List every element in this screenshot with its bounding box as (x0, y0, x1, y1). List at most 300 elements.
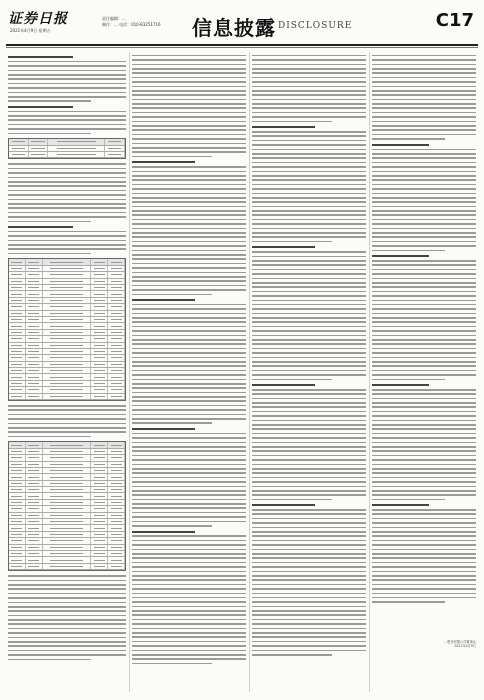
text-line (252, 166, 366, 168)
text-line (252, 393, 366, 395)
text-line (372, 219, 476, 221)
section-heading (372, 144, 429, 146)
text-line (8, 645, 126, 647)
text-line (132, 650, 246, 652)
text-line (132, 294, 212, 296)
text-line (252, 601, 366, 603)
text-line (132, 258, 246, 260)
text-line (372, 335, 476, 337)
text-line (8, 119, 126, 121)
text-line (252, 606, 366, 608)
text-line (252, 424, 366, 426)
text-line (372, 55, 476, 57)
text-line (372, 588, 476, 590)
text-line (372, 339, 476, 341)
text-line (372, 125, 476, 127)
text-line (132, 442, 246, 444)
table-cell (91, 500, 108, 505)
text-line (132, 116, 246, 118)
table-cell (43, 449, 92, 454)
text-line (252, 352, 366, 354)
text-line (132, 348, 246, 350)
text-line (252, 575, 366, 577)
text-line (372, 166, 476, 168)
table-cell (91, 304, 108, 309)
text-line (252, 584, 366, 586)
table-cell (91, 551, 108, 556)
table-cell (43, 266, 92, 271)
text-line (252, 264, 366, 266)
text-line (252, 64, 366, 66)
text-line (252, 343, 366, 345)
text-line (252, 348, 366, 350)
text-line (132, 512, 246, 514)
text-line (372, 566, 476, 568)
text-line (252, 286, 366, 288)
table-cell (43, 311, 92, 316)
text-line (372, 442, 476, 444)
text-line (8, 597, 126, 599)
text-line (8, 650, 126, 652)
table-cell (29, 152, 49, 157)
text-line (252, 304, 366, 306)
text-line (372, 107, 476, 109)
table-cell (43, 394, 92, 399)
table-cell (91, 374, 108, 379)
text-line (8, 124, 126, 126)
table-cell (26, 330, 43, 335)
text-line (252, 214, 366, 216)
text-line (8, 623, 126, 625)
text-line (132, 112, 246, 114)
text-line (132, 103, 246, 105)
text-line (252, 282, 366, 284)
table-cell (26, 500, 43, 505)
table-cell (91, 362, 108, 367)
table-cell (9, 381, 26, 386)
text-line (132, 129, 246, 131)
table-cell (26, 551, 43, 556)
text-line (372, 365, 476, 367)
table-cell (91, 291, 108, 296)
text-line (132, 219, 246, 221)
text-line (372, 513, 476, 515)
table-cell (9, 538, 26, 543)
table-cell (43, 462, 92, 467)
text-line (372, 450, 476, 452)
text-line (372, 433, 476, 435)
text-line (252, 153, 366, 155)
table-cell (108, 449, 125, 454)
table-cell (9, 343, 26, 348)
text-line (132, 228, 246, 230)
text-line (8, 619, 126, 621)
text-line (252, 628, 366, 630)
text-line (132, 374, 246, 376)
table-cell (9, 285, 26, 290)
table-cell (9, 468, 26, 473)
text-line (132, 179, 246, 181)
text-line (372, 112, 476, 114)
table-cell (91, 272, 108, 277)
text-line (252, 623, 366, 625)
section-heading (252, 246, 315, 248)
text-line (132, 72, 246, 74)
text-line (8, 207, 126, 209)
text-line (132, 468, 246, 470)
table-cell (43, 291, 92, 296)
text-line (372, 81, 476, 83)
text-line (372, 361, 476, 363)
table-cell (108, 387, 125, 392)
table-cell (108, 551, 125, 556)
text-line (8, 181, 126, 183)
text-line (132, 272, 246, 274)
text-line (132, 370, 246, 372)
text-line (132, 418, 246, 420)
table-cell (91, 330, 108, 335)
text-line (132, 553, 246, 555)
table-cell (26, 538, 43, 543)
text-line (132, 175, 246, 177)
text-line (8, 172, 126, 174)
text-line (132, 606, 246, 608)
text-line (252, 72, 366, 74)
text-line (252, 619, 366, 621)
text-line (372, 236, 476, 238)
table-cell (43, 455, 92, 460)
table-cell (43, 323, 92, 328)
text-line (132, 99, 246, 101)
text-line (252, 636, 366, 638)
table-cell (108, 343, 125, 348)
text-line (132, 361, 246, 363)
text-line (132, 490, 246, 492)
text-line (132, 107, 246, 109)
section-heading (132, 299, 195, 301)
table-cell (108, 462, 125, 467)
text-line (132, 166, 246, 168)
table-cell (108, 317, 125, 322)
text-line (252, 654, 332, 656)
table-cell (91, 462, 108, 467)
table-cell (91, 545, 108, 550)
table-cell (43, 468, 92, 473)
text-line (8, 212, 126, 214)
table-cell (108, 394, 125, 399)
text-line (8, 637, 126, 639)
newspaper-logo: 证券日报 (8, 11, 68, 27)
text-line (252, 197, 366, 199)
table-cell (43, 474, 92, 479)
text-line (132, 210, 246, 212)
table-cell (26, 442, 43, 447)
section-heading (8, 106, 73, 108)
editor-line: 责任编辑：... (102, 16, 126, 21)
text-line (8, 115, 126, 117)
table-cell (108, 519, 125, 524)
table-cell (108, 285, 125, 290)
table-cell (108, 474, 125, 479)
text-line (372, 264, 476, 266)
text-line (132, 516, 246, 518)
text-line (372, 374, 476, 376)
text-line (132, 628, 246, 630)
text-line (372, 308, 476, 310)
text-line (372, 94, 476, 96)
text-line (372, 486, 476, 488)
table-cell (108, 525, 125, 530)
text-line (252, 260, 366, 262)
text-line (132, 250, 246, 252)
text-line (252, 437, 366, 439)
text-line (132, 387, 246, 389)
text-line (132, 601, 246, 603)
text-line (252, 645, 366, 647)
text-line (372, 459, 476, 461)
text-line (132, 503, 246, 505)
text-line (132, 121, 246, 123)
text-line (252, 566, 366, 568)
text-line (132, 619, 246, 621)
text-line (372, 481, 476, 483)
table-cell (43, 374, 92, 379)
text-line (132, 525, 212, 527)
table-cell (9, 564, 26, 569)
table-cell (43, 519, 92, 524)
text-line (252, 68, 366, 70)
text-line (372, 593, 476, 595)
table-cell (91, 487, 108, 492)
table-cell (9, 513, 26, 518)
text-line (132, 280, 246, 282)
table-cell (91, 557, 108, 562)
text-line (372, 428, 476, 430)
text-line (132, 557, 246, 559)
section-heading (252, 384, 315, 386)
table-cell (26, 545, 43, 550)
text-line (132, 641, 246, 643)
text-line (252, 490, 366, 492)
text-line (252, 59, 366, 61)
table-cell (43, 349, 92, 354)
text-line (372, 59, 476, 61)
text-line (372, 162, 476, 164)
text-line (372, 518, 476, 520)
text-line (132, 267, 246, 269)
text-line (372, 206, 476, 208)
table-cell (43, 487, 92, 492)
text-line (372, 300, 476, 302)
table-cell (108, 330, 125, 335)
table-cell (9, 330, 26, 335)
table-cell (91, 279, 108, 284)
text-line (8, 96, 126, 98)
text-line (8, 190, 126, 192)
table-cell (108, 349, 125, 354)
table-cell (91, 442, 108, 447)
text-line (252, 535, 366, 537)
text-line (8, 100, 91, 102)
table-cell (26, 285, 43, 290)
text-line (252, 433, 366, 435)
table-cell (26, 481, 43, 486)
table-cell (43, 545, 92, 550)
text-line (132, 614, 246, 616)
table-cell (26, 387, 43, 392)
text-line (132, 125, 246, 127)
text-line (132, 392, 246, 394)
text-line (252, 614, 366, 616)
table-cell (91, 311, 108, 316)
text-line (132, 414, 246, 416)
text-line (372, 584, 476, 586)
text-line (372, 420, 476, 422)
text-line (372, 72, 476, 74)
table-cell (26, 279, 43, 284)
article-column-2 (132, 52, 246, 692)
text-line (132, 156, 212, 158)
text-line (252, 531, 366, 533)
text-line (372, 522, 476, 524)
text-line (372, 597, 476, 599)
text-line (252, 571, 366, 573)
table-cell (9, 317, 26, 322)
text-line (252, 210, 366, 212)
text-line (252, 459, 366, 461)
text-line (372, 157, 476, 159)
table-cell (91, 387, 108, 392)
text-line (372, 175, 476, 177)
text-line (252, 291, 366, 293)
text-line (252, 313, 366, 315)
text-line (132, 396, 246, 398)
text-line (372, 138, 445, 140)
table-cell (26, 381, 43, 386)
text-line (8, 203, 126, 205)
text-line (132, 422, 212, 424)
table-cell (91, 285, 108, 290)
text-line (252, 406, 366, 408)
text-line (8, 244, 126, 246)
text-line (252, 593, 366, 595)
text-line (252, 562, 366, 564)
text-line (132, 579, 246, 581)
text-line (252, 278, 366, 280)
table-cell (9, 349, 26, 354)
text-line (372, 103, 476, 105)
table-row (9, 394, 125, 400)
text-line (252, 339, 366, 341)
article-column-3 (252, 52, 366, 692)
table-cell (26, 525, 43, 530)
text-line (132, 201, 246, 203)
table-cell (26, 336, 43, 341)
table-cell (91, 368, 108, 373)
text-line (132, 94, 246, 96)
text-line (372, 241, 476, 243)
table-cell (91, 266, 108, 271)
table-cell (91, 298, 108, 303)
table-cell (43, 259, 92, 264)
text-line (252, 273, 366, 275)
table-cell (91, 323, 108, 328)
table-cell (43, 381, 92, 386)
text-line (132, 365, 246, 367)
text-line (252, 326, 366, 328)
table-cell (43, 362, 92, 367)
text-line (8, 641, 126, 643)
signature-date: 2021年4月9日 (454, 644, 476, 649)
text-line (8, 628, 126, 630)
table-cell (108, 279, 125, 284)
text-line (132, 188, 246, 190)
text-line (372, 153, 476, 155)
text-line (132, 236, 246, 238)
table-cell (91, 381, 108, 386)
text-line (252, 135, 366, 137)
text-line (372, 446, 476, 448)
text-line (372, 379, 445, 381)
table-cell (108, 564, 125, 569)
table-cell (108, 355, 125, 360)
text-line (252, 365, 366, 367)
text-line (372, 490, 476, 492)
text-line (132, 86, 246, 88)
text-line (252, 481, 366, 483)
text-line (372, 330, 476, 332)
table-cell (108, 468, 125, 473)
column-divider (249, 52, 250, 692)
text-line (372, 64, 476, 66)
table-cell (9, 259, 26, 264)
text-line (372, 406, 476, 408)
text-line (372, 601, 445, 603)
text-line (132, 308, 246, 310)
text-line (252, 131, 366, 133)
table-cell (108, 557, 125, 562)
text-line (132, 289, 246, 291)
text-line (372, 99, 476, 101)
text-line (252, 632, 366, 634)
section-heading (132, 161, 195, 163)
text-line (8, 168, 126, 170)
table-cell (26, 455, 43, 460)
text-line (132, 193, 246, 195)
text-line (372, 472, 476, 474)
table-cell (43, 506, 92, 511)
text-line (252, 468, 366, 470)
section-heading (132, 531, 195, 533)
text-line (8, 414, 126, 416)
text-line (132, 632, 246, 634)
text-line (252, 219, 366, 221)
text-line (252, 269, 366, 271)
text-line (252, 175, 366, 177)
text-line (132, 433, 246, 435)
table-cell (26, 493, 43, 498)
signature-block (372, 640, 476, 649)
table-cell (91, 259, 108, 264)
text-line (8, 248, 126, 250)
text-line (132, 588, 246, 590)
text-line (132, 317, 246, 319)
table-cell (26, 317, 43, 322)
text-line (132, 245, 246, 247)
table-cell (108, 545, 125, 550)
text-line (132, 610, 246, 612)
text-line (132, 276, 246, 278)
